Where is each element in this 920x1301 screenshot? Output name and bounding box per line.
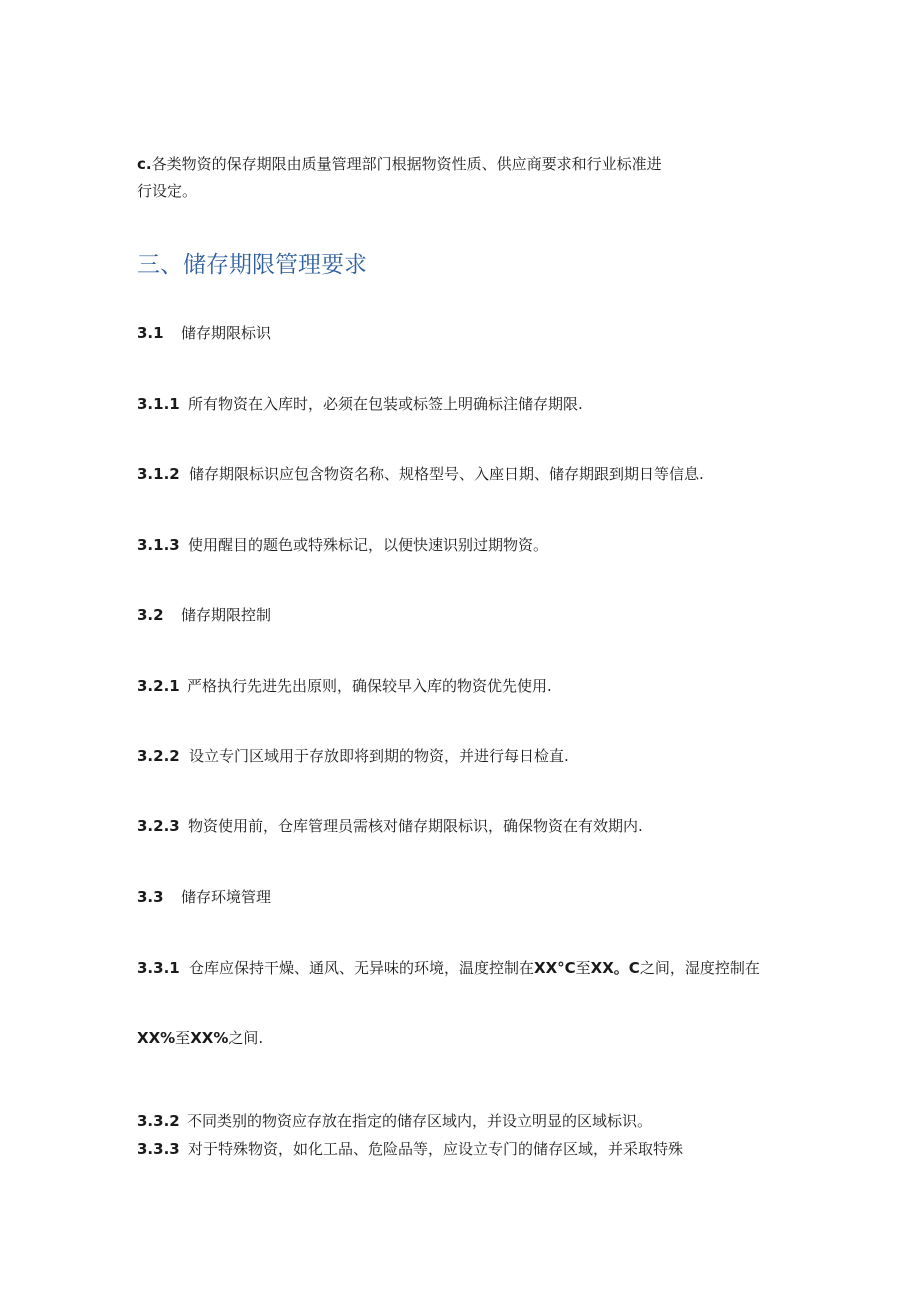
intro-prefix: c. [137,155,152,173]
clause-number: 3.1.3 [137,536,180,554]
clause-text: 至 [575,959,591,977]
clause-3-3-1 [137,958,760,978]
clause-text: 所有物资在入库时，必须在包装或标签上明确标注储存期限. [188,395,583,413]
clause-3-1-3 [137,535,548,555]
clause-3-1-1 [137,394,583,414]
intro-line-1 [137,154,662,174]
clause-text: 严格执行先进先出原则，确保较早入库的物资优先使用. [187,677,552,695]
section-number: 3.3 [137,888,164,906]
clause-3-1-2 [137,464,704,484]
clause-3-2-2 [137,746,569,766]
clause-text: 之间. [228,1029,264,1047]
clause-text: 物资使用前，仓库管理员需核对储存期限标识，确保物资在有效期内. [188,817,643,835]
clause-number: 3.2.2 [137,747,180,765]
clause-3-2-3 [137,816,643,836]
section-text: 储存期限标识 [181,324,272,342]
clause-3-3-3 [137,1139,683,1159]
section-3-2 [137,605,271,625]
humidity-min: XX% [137,1029,176,1047]
clause-number: 3.1.1 [137,395,180,413]
temperature-min: XX°C [534,959,576,977]
clause-3-3-1-cont [137,1028,263,1048]
humidity-max: XX% [190,1029,229,1047]
clause-text: 仓库应保持干燥、通风、无异味的环境，温度控制在 [189,959,535,977]
clause-text: 使用醒目的题色或特殊标记，以便快速识别过期物资。 [188,536,549,554]
intro-line-2 [137,181,197,201]
clause-3-3-2 [137,1111,652,1131]
clause-number: 3.2.3 [137,817,180,835]
section-3-3 [137,887,271,907]
section-number: 3.2 [137,606,164,624]
clause-text: 储存期限标识应包含物资名称、规格型号、入座日期、储存期跟到期日等信息. [189,465,704,483]
clause-text: 至 [175,1029,191,1047]
clause-text: 设立专门区域用于存放即将到期的物资，并进行每日检直. [189,747,569,765]
clause-number: 3.3.2 [137,1112,180,1130]
clause-text: 对于特殊物资，如化工品、危险品等，应设立专门的储存区域，并采取特殊 [188,1140,684,1158]
section-number: 3.1 [137,324,164,342]
clause-text: 之间，湿度控制在 [639,959,760,977]
intro-text-2: 行设定。 [137,182,198,200]
clause-number: 3.2.1 [137,677,180,695]
section-3-1 [137,323,271,343]
section-text: 储存期限控制 [181,606,272,624]
intro-text-1: 各类物资的保存期限由质量管理部门根据物资性质、供应商要求和行业标准进 [151,155,662,173]
temperature-max: XX。C [590,959,640,977]
section-title: 三、储存期限管理要求 [137,252,367,278]
clause-number: 3.1.2 [137,465,180,483]
clause-3-2-1 [137,676,552,696]
section-text: 储存环境管理 [181,888,272,906]
clause-text: 不同类别的物资应存放在指定的储存区域内，并设立明显的区域标识。 [187,1112,653,1130]
clause-number: 3.3.1 [137,959,180,977]
clause-number: 3.3.3 [137,1140,180,1158]
